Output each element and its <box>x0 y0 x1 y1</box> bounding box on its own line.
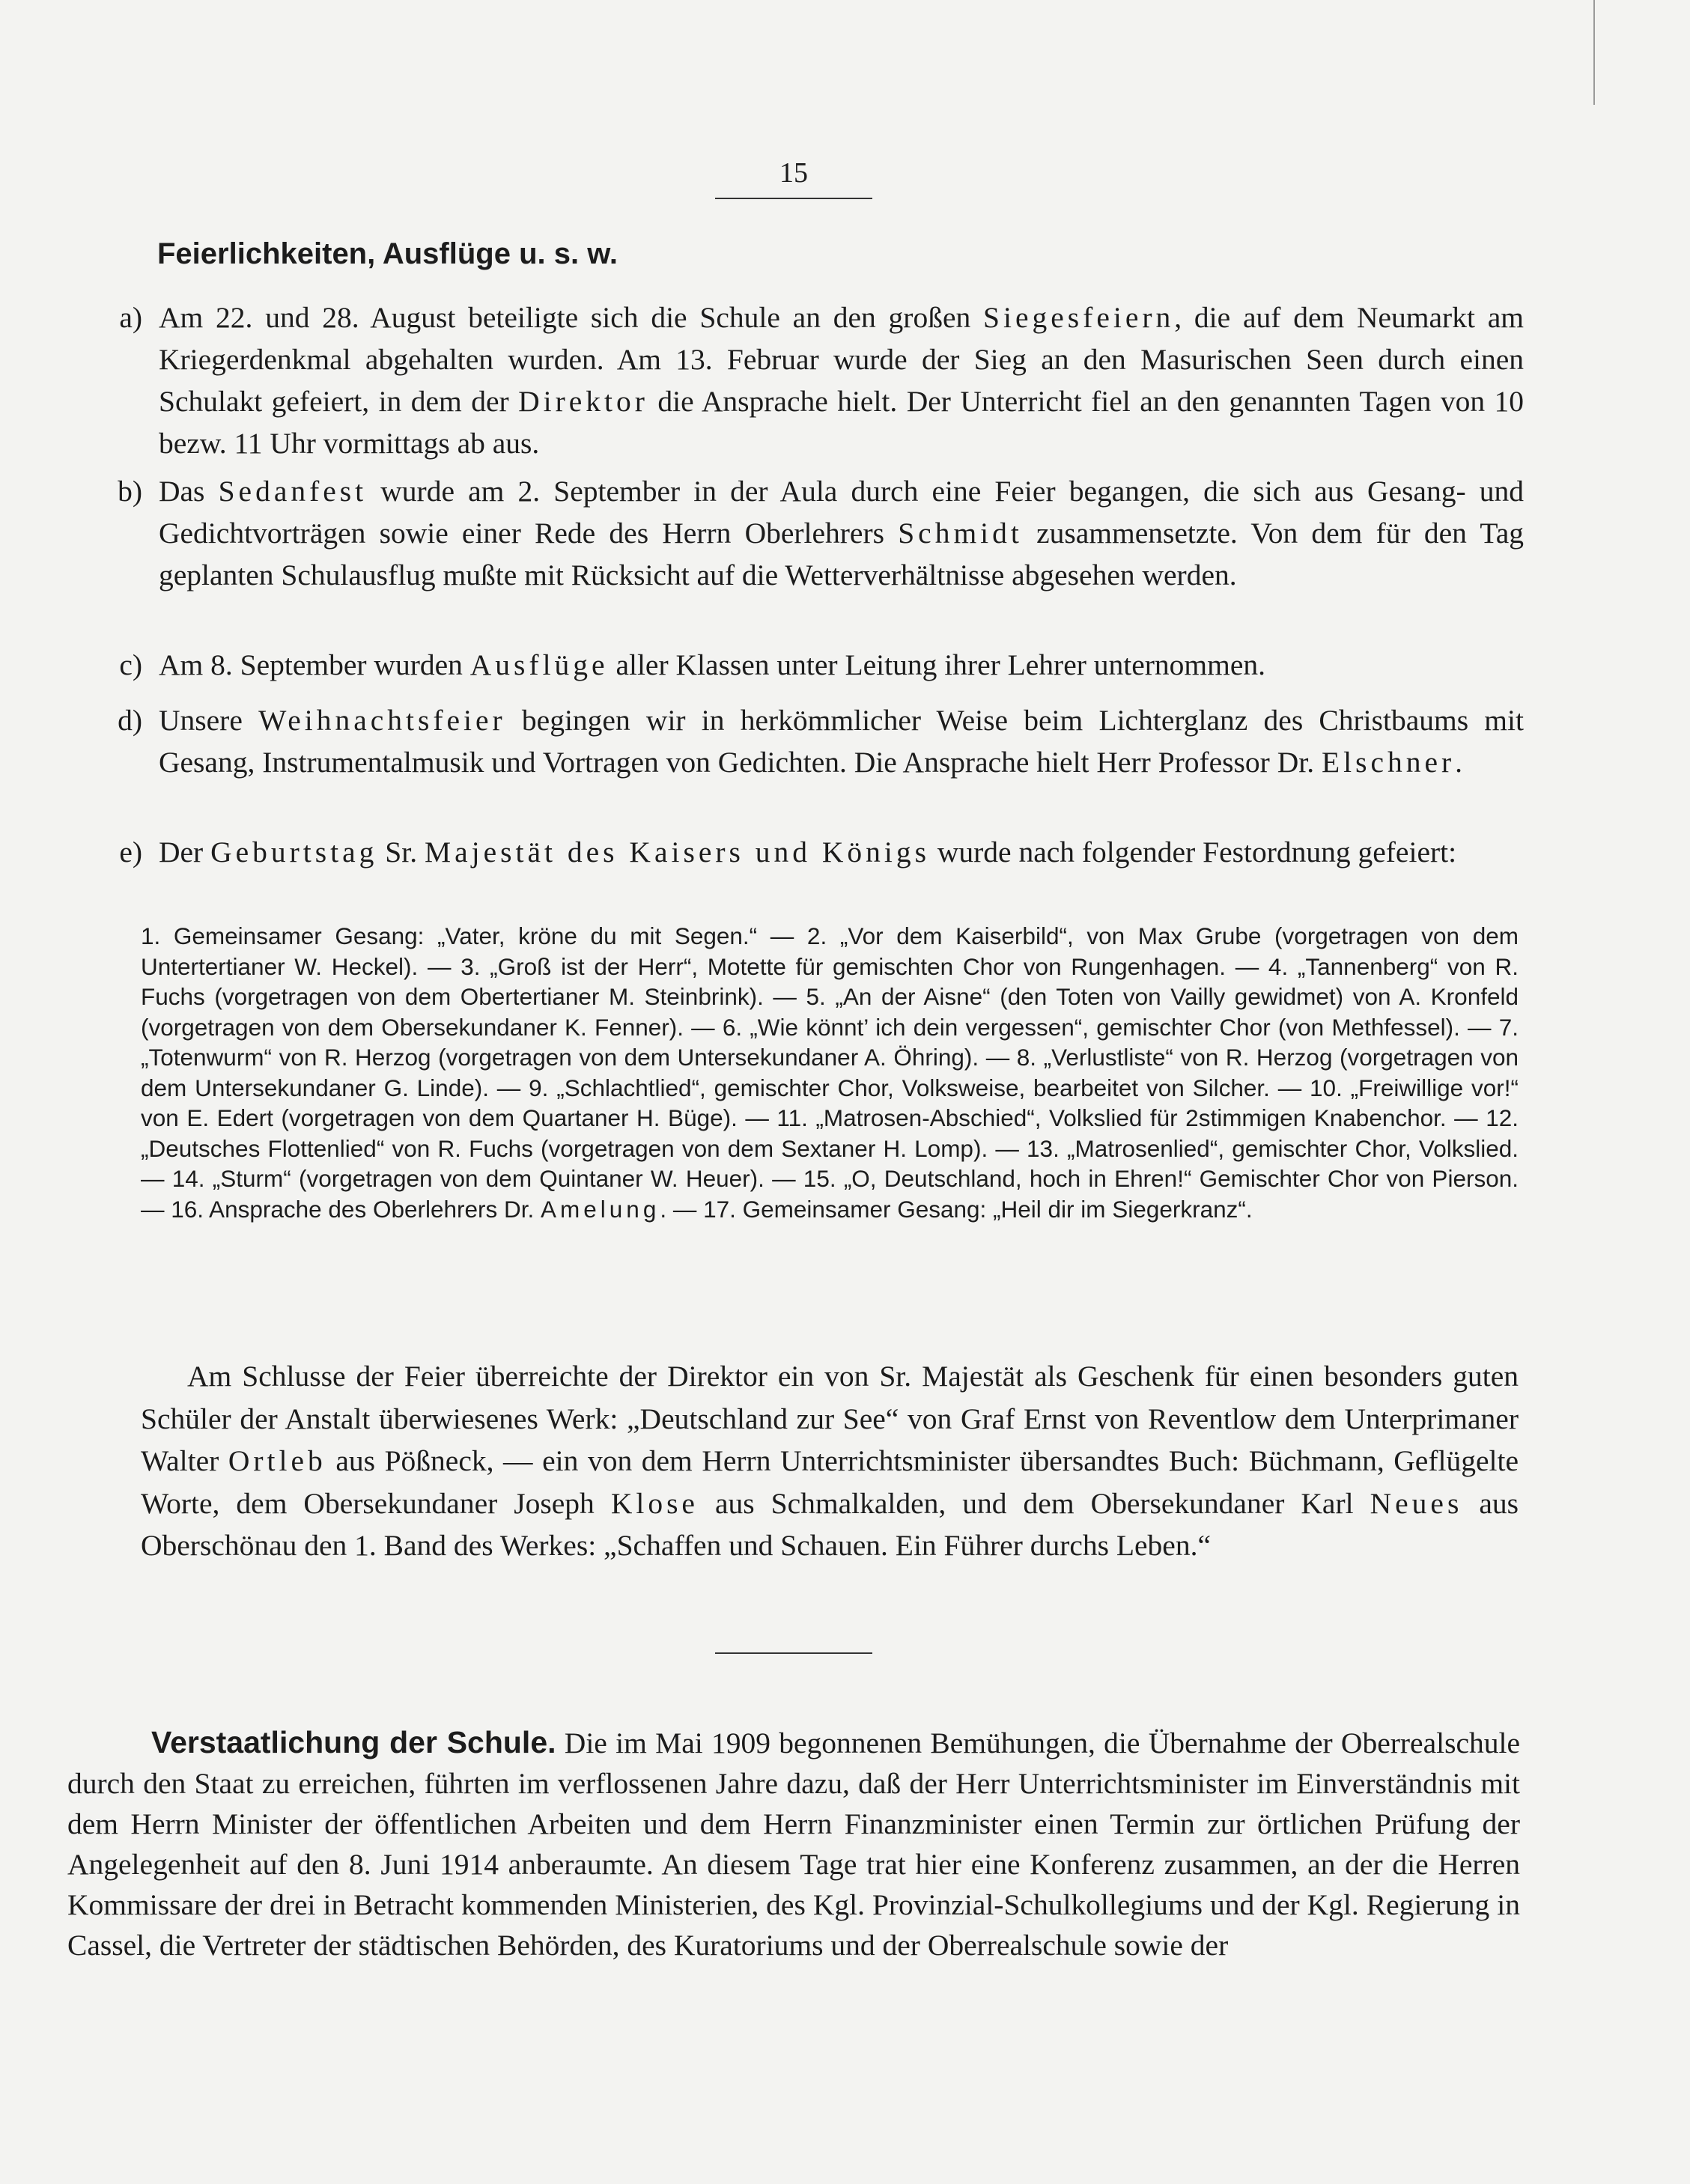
spaced-term: Neues <box>1370 1486 1463 1520</box>
list-item-d <box>90 699 1524 783</box>
section-title-nationalization: Verstaatlichung der Schule. <box>151 1725 556 1759</box>
spaced-term: Ortleb <box>228 1444 326 1477</box>
spaced-term: Sedanfest <box>218 475 368 508</box>
list-item-e <box>90 831 1524 873</box>
list-item-b <box>90 470 1524 596</box>
list-item-label: b) <box>118 475 142 508</box>
spaced-term: Weihnachtsfeier <box>258 704 506 737</box>
spaced-term: Amelung <box>541 1195 660 1223</box>
list-item-text: Am 8. September wurden Ausflüge aller Klassen unter Leitung ihrer Lehrer unternommen. <box>159 648 1266 681</box>
spaced-term: Geburtstag <box>210 836 378 869</box>
section-divider <box>715 1652 872 1654</box>
page-number: 15 <box>715 156 872 199</box>
spaced-term: Klose <box>610 1486 699 1520</box>
list-item-label: a) <box>119 301 142 334</box>
list-item-text: Das Sedanfest wurde am 2. September in der Aula durch eine Feier begangen, die sich aus Gesang- und Gedichtvorträgen sowie einer Rede des Herrn Oberlehrers Schmidt zusammensetzte. Von dem für den Tag geplanten Schulausflug mußte mit Rücksicht auf die Wetterverhältnisse abgesehen werden. <box>159 475 1524 591</box>
section-body-text: Die im Mai 1909 begonnenen Bemühungen, die Übernahme der Oberrealschule durch den Staat zu erreichen, führten im verflossenen Jahre dazu, daß der Herr Unterrichtsminister im Einverständnis mit dem Herrn Minister der öffentlichen Arbeiten und dem Herrn Finanzminister einen Termin zur örtlichen Prüfung der Angelegenheit auf den 8. Juni 1914 anberaumte. An diesem Tage trat hier eine Konferenz zusammen, an der die Herren Kommissare der drei in Betracht kommenden Ministerien, des Kgl. Provinzial-Schulkollegiums und der Kgl. Regierung in Cassel, die Vertreter der städtischen Behörden, des Kuratoriums und der Oberrealschule sowie der <box>67 1727 1520 1962</box>
section-title-festivities: Feierlichkeiten, Ausflüge u. s. w. <box>157 237 618 270</box>
list-item-a <box>90 296 1524 464</box>
list-item-label: e) <box>119 836 142 869</box>
spaced-term: Direktor <box>518 385 648 418</box>
spaced-term: Elschner <box>1321 746 1456 779</box>
list-item-text: Am 22. und 28. August beteiligte sich die Schule an den großen Siegesfeiern, die auf dem Neumarkt am Kriegerdenkmal abgehalten wurden. Am 13. Februar wurde der Sieg an den Masurischen Seen durch einen Schulakt gefeiert, in dem der Direktor die Ansprache hielt. Der Unterricht fiel an den genannten Tagen von 10 bezw. 11 Uhr vormittags ab aus. <box>159 301 1525 460</box>
spaced-term: Ausflüge <box>469 648 609 681</box>
closing-paragraph: Am Schlusse der Feier überreichte der Direktor ein von Sr. Majestät als Geschenk für einen besonders guten Schüler der Anstalt überwiesenes Werk: „Deutschland zur See“ von Graf Ernst von Reventlow dem Unterprimaner Walter Ortleb aus Pößneck, — ein von dem Herrn Unterrichtsminister übersandtes Buch: Büchmann, Geflügelte Worte, dem Obersekundaner Joseph Klose aus Schmalkalden, und dem Obersekundaner Karl Neues aus Oberschönau den 1. Band des Werkes: „Schaffen und Schauen. Ein Führer durchs Leben.“ <box>141 1360 1519 1562</box>
list-item-label: d) <box>118 704 142 737</box>
scan-edge-line <box>1593 0 1595 105</box>
spaced-term: Siegesfeiern <box>983 301 1175 334</box>
list-item-text: Der Geburtstag Sr. Majestät des Kaisers und Königs wurde nach folgender Festordnung gefeiert: <box>159 836 1457 869</box>
section-nationalization <box>67 1722 1520 1965</box>
spaced-term: Schmidt <box>898 517 1023 550</box>
list-item-text: Unsere Weihnachtsfeier begingen wir in herkömmlicher Weise beim Lichterglanz des Christbaums mit Gesang, Instrumentalmusik und Vortragen von Gedichten. Die Ansprache hielt Herr Professor Dr. Elschner. <box>159 704 1524 779</box>
list-item-c <box>90 644 1524 686</box>
festival-program: 1. Gemeinsamer Gesang: „Vater, kröne du mit Segen.“ — 2. „Vor dem Kaiserbild“, von Max Grube (vorgetragen von dem Untertertianer W. Heckel). — 3. „Groß ist der Herr“, Motette für gemischten Chor von Rungenhagen. — 4. „Tannenberg“ von R. Fuchs (vorgetragen von dem Obertertianer M. Steinbrink). — 5. „An der Aisne“ (den Toten von Vailly gewidmet) von A. Kronfeld (vorgetragen von dem Obersekundaner K. Fenner). — 6. „Wie könnt’ ich dein vergessen“, gemischter Chor (von Methfessel). — 7. „Totenwurm“ von R. Herzog (vorgetragen von dem Untersekundaner A. Öhring). — 8. „Verlustliste“ von R. Herzog (vorgetragen von dem Untersekundaner G. Linde). — 9. „Schlachtlied“, gemischter Chor, Volksweise, bearbeitet von Silcher. — 10. „Freiwillige vor!“ von E. Edert (vorgetragen von dem Quartaner H. Büge). — 11. „Matrosen-Abschied“, Volkslied für 2stimmigen Knabenchor. — 12. „Deutsches Flottenlied“ von R. Fuchs (vorgetragen von dem Sextaner H. Lomp). — 13. „Matrosenlied“, gemischter Chor, Volkslied. — 14. „Sturm“ (vorgetragen von dem Quintaner W. Heuer). — 15. „O, Deutschland, hoch in Ehren!“ Gemischter Chor von Pierson. — 16. Ansprache des Oberlehrers Dr. Amelung. — 17. Gemeinsamer Gesang: „Heil dir im Siegerkranz“. <box>141 922 1519 1223</box>
spaced-term: Majestät des Kaisers und Königs <box>425 836 930 869</box>
list-item-label: c) <box>119 648 142 681</box>
